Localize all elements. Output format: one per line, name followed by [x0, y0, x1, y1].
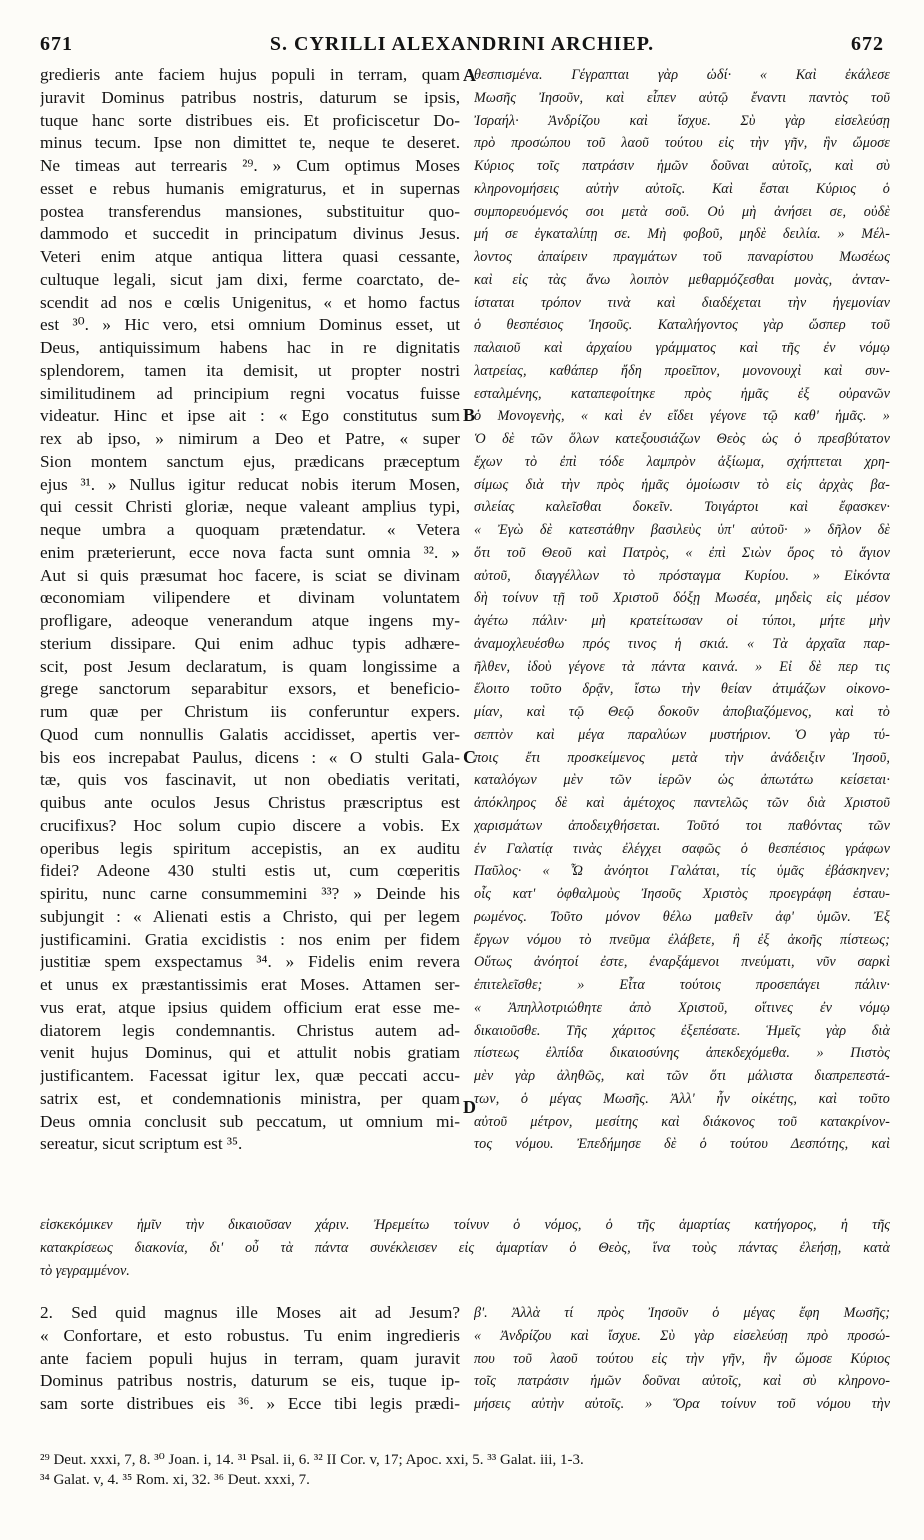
latin-line: Deus omnia conclusit sub peccatum, ut omnium mi-	[40, 1111, 460, 1131]
latin-line: profligare, adeoque venerandum atque ingens my-	[40, 611, 460, 630]
latin-line: justificamini. Gratia excidistis : nos enim per fidem	[40, 929, 460, 949]
latin-line: diatorem legis condemnantis. Christus autem ad-	[40, 1020, 460, 1040]
greek-line: « Ἀνδρίζου καὶ ἴσχυε. Σὺ γὰρ εἰσελεύσῃ πρὸ προσώ-	[474, 1327, 890, 1344]
footnote-line: ³⁴ Galat. v, 4. ³⁵ Rom. xi, 32. ³⁶ Deut. xxxi, 7.	[40, 1472, 310, 1488]
greek-line: που τοῦ λαοῦ τούτου εἰς τὴν γῆν, ἣν ὤμοσε Κύριος	[474, 1350, 890, 1367]
latin-line: videatur. Hinc et ipse ait : « Ego constitutus sum	[40, 406, 460, 426]
greek-line: οἷς κατ' ὀφθαλμοὺς Ἰησοῦς Χριστὸς προεγράφη ἐσταυ-	[474, 886, 890, 902]
greek-line: λοντος ἀπαίρειν πραγμάτων τοῦ παναρίστου Μωσέως	[474, 249, 890, 265]
full-width-greek	[40, 1214, 890, 1282]
latin-line: fidei? Adeone 430 stulti estis ut, cum cœperitis	[40, 861, 460, 881]
latin-line: qui cessit Christi gloriæ, neque valeant amplius typi,	[40, 497, 460, 517]
greek-line: αὐτοῦ, διαγγέλλων τὸ πρόσταγμα Κυρίου. » Εἰκόντα	[474, 567, 890, 584]
greek-line: « Ἐγὼ δὲ κατεστάθην βασιλεὺς ὑπ' αὐτοῦ· » δῆλον δὲ	[474, 522, 890, 538]
footnotes	[40, 1450, 890, 1490]
greek-line: ὁ θεσπέσιος Ἰησοῦς. Καταλήγοντος γὰρ ὥσπερ τοῦ	[474, 317, 890, 334]
latin-line: minus tecum. Ipse non dimittet te, neque te deseret.	[40, 133, 460, 153]
latin-line: subjungit : « Alienati estis a Christo, qui per legem	[40, 906, 460, 926]
greek-line: Ἰσραήλ· Ἀνδρίζου καὶ ἴσχυε. Σὺ γὰρ εἰσελεύσῃ	[474, 112, 890, 129]
greek-line: πρὸ προσώπου τοῦ λαοῦ τούτου εἰς τὴν γῆν, ἣν ὤμοσε	[474, 135, 890, 152]
greek-line: λατρείας, καθάπερ ἤδη προεῖπον, μονονουχὶ καὶ συν-	[474, 362, 890, 379]
latin-line: œconomiam vilipendere et divinam voluntatem	[40, 588, 460, 608]
greek-line: ποις ἔτι προσκείμενος μετὰ τὴν ἀνάδειξιν Ἰησοῦ,	[474, 749, 890, 766]
greek-line: αὐτοῦ μέτρον, μεσίτης καὶ διάκονος τοῦ κατακρίνον-	[474, 1113, 890, 1130]
greek-line: εἰσκεκόμικεν ἡμῖν τὴν δικαιοῦσαν χάριν. Ἠρεμείτω τοίνυν ὁ νόμος, ὁ τῆς ἁμαρτίας κατήγορος, ἡ τῆς	[40, 1217, 890, 1233]
greek-line: ὅτι τοῦ Θεοῦ καὶ Πατρὸς, « ἐπὶ Σιὼν ὄρος τὸ ἅγιον	[474, 544, 890, 561]
greek-line: « Ἀπηλλοτριώθητε ἀπὸ Χριστοῦ, οἵτινες ἐν νόμῳ	[474, 999, 890, 1016]
latin-line: juravit Dominus patribus nostris, daturum se ipsis,	[40, 87, 460, 107]
latin-line: spiritu, nunc carne consummemini ³³? » Deinde his	[40, 884, 460, 903]
greek-line: κατακρίσεως διακονία, δι' οὗ τὰ πάντα συνέκλεισεν εἰς ἁμαρτίαν ὁ Θεὸς, ἵνα τοὺς πάντας ἐλεήσῃ, κατὰ	[40, 1239, 890, 1256]
margin-letter-b: B	[463, 405, 476, 425]
greek-line: πίστεως ἐλπίδα δικαιοσύνης ἀπεκδεχόμεθα. » Πιστὸς	[474, 1045, 890, 1062]
greek-line: μίαν, καὶ τῷ Θεῷ δοκοῦν ἀποβιαζόμενος, καὶ τὸ	[474, 704, 890, 720]
latin-line: crucifixus? Hoc solum cupio discere a vobis. Ex	[40, 815, 460, 835]
latin-line: et unus ex præstantissimis erat Moses. Attamen ser-	[40, 975, 460, 994]
latin-line: postea transferendus mansiones, substituitur quo-	[40, 201, 460, 221]
greek-line: Ὁ δὲ τῶν ὅλων κατεξουσιάζων Θεὸς ὡς ὁ πρεσβύτατον	[474, 431, 890, 447]
latin-line: Quod cum nonnullis Galatis accidisset, apertis ver-	[40, 724, 460, 744]
latin-line: ejus ³¹. » Nullus igitur reducat nobis iterum Mosen,	[40, 474, 460, 494]
greek-line: εσταλμένης, καταπεφοίτηκε πρὸς ἡμᾶς ἐξ οὐρανῶν	[474, 385, 890, 402]
latin-line: bis eos increpabat Paulus, dicens : « O stulti Gala-	[40, 747, 460, 767]
greek-line: κληρονομήσεις αὐτὴν αὐτοῖς. Καὶ ἔσται Κύριος ὁ	[474, 180, 890, 197]
greek-line: ἔργων νόμου τὸ πνεῦμα ἐλάβετε, ἢ ἐξ ἀκοῆς πίστεως;	[474, 931, 890, 948]
latin-line: similitudinem ad principium regni vocatus fuisse	[40, 383, 460, 403]
greek-line: συμπορευόμενός σοι μετὰ σοῦ. Οὐ μὴ ἀνήσει σε, οὐδὲ	[474, 203, 890, 220]
greek-column-section-2	[474, 1302, 890, 1416]
greek-line: ἐν Γαλατίᾳ τινὰς ἐλέγχει σαφῶς ὁ θεσπέσιος γράφων	[474, 840, 890, 857]
greek-line: σίμως διὰ τὴν πρὸς ἡμᾶς ὁμοίωσιν τὸ εἰς ἀρχὰς βα-	[474, 476, 890, 493]
greek-line: τος νόμου. Ἐπεδήμησε δὲ ὁ τούτου Δεσπότης, καὶ	[474, 1136, 890, 1153]
greek-line: σεπτὸν καὶ μέγα παραλύων μυστήριον. Ὁ γὰρ τύ-	[474, 726, 890, 743]
latin-line: dammodo et succedit in principatum divinus Jesus.	[40, 224, 460, 244]
latin-line: Dominus patribus nostris, daturum se eis, tuque ip-	[40, 1371, 460, 1391]
greek-line: καὶ εἰς τὰς ἄνω λοιπὸν μεθαρμόζεσθαι μονὰς, ἀνταν-	[474, 271, 890, 288]
latin-line: est ³⁰. » Hic vero, etsi omnium Dominus esset, ut	[40, 315, 460, 335]
latin-line: grege sanctorum separabitur exsors, et beneficio-	[40, 679, 460, 699]
margin-letter-d: D	[463, 1097, 476, 1117]
greek-line: σιλείας καλεῖσθαι δοκεῖν. Τοιγάρτοι καὶ ἔφασκεν·	[474, 499, 890, 516]
greek-line: Οὕτως ἀνόητοί ἐστε, ἐναρξάμενοι πνεύματι, νῦν σαρκὶ	[474, 954, 890, 971]
latin-line: esset e rebus humanis emigraturus, et in supernas	[40, 178, 460, 198]
greek-column	[474, 64, 890, 1156]
greek-line: μὲν γὰρ ἀληθῶς, καὶ τῶν ὅτι μάλιστα διαπρεπεστά-	[474, 1068, 890, 1084]
margin-letter-c: C	[463, 747, 476, 767]
latin-line: justificantem. Facessat igitur lex, quæ peccati accu-	[40, 1066, 460, 1085]
latin-line: Sion montem sanctum ejus, prædicans præceptum	[40, 451, 460, 471]
latin-line: tuque hanc sorte distribues eis. Et proficiscetur Do-	[40, 110, 460, 130]
latin-line: vus erat, atque ipsius quidem officium erat esse me-	[40, 997, 460, 1017]
greek-line: ἀναμοχλευέσθω πρός τινος ἡ σκιά. « Τὰ ἀρχαῖα παρ-	[474, 635, 890, 652]
greek-line: τοῖς πατράσιν ἡμῶν δοῦναι αὐτοῖς, καὶ σὺ κληρονο-	[474, 1373, 890, 1390]
latin-line: operibus legis spiritum accepistis, an ex auditu	[40, 838, 460, 858]
page-number-left: 671	[40, 33, 73, 55]
greek-line: ῆλθεν, ἰδοὺ γέγονε τὰ πάντα καινά. » Εἰ δὲ περ τις	[474, 658, 890, 675]
latin-line: justitiæ spem exspectamus ³⁴. » Fidelis enim revera	[40, 952, 460, 972]
latin-line: « Confortare, et esto robustus. Tu enim ingredieris	[40, 1325, 460, 1345]
latin-line: gredieris ante faciem hujus populi in terram, quam	[40, 65, 460, 84]
greek-line: δικαιοῦσθε. Τῆς χάριτος ἐξεπέσατε. Ἡμεῖς γὰρ διὰ	[474, 1022, 890, 1039]
latin-line: Deus, antiquissimum habens hac in re dignitatis	[40, 338, 460, 357]
greek-line: παλαιοῦ καὶ ἀρχαίου γράμματος καὶ τῆς ἐν νόμῳ	[474, 340, 890, 356]
greek-line: μή σε ἐγκαταλίπῃ σε. Μὴ φοβοῦ, μηδὲ δειλία. » Μέλ-	[474, 226, 890, 243]
latin-line: Aut si quis præsumat hoc facere, is sciat se divinam	[40, 565, 460, 585]
latin-line: satrix est, et condemnationis ministra, per quam	[40, 1088, 460, 1108]
latin-line: splendorem, tamen ita demisit, ut propter nostri	[40, 360, 460, 380]
latin-line: scendit ad nos e cœlis Unigenitus, « et homo factus	[40, 292, 460, 312]
latin-column-section-2	[40, 1302, 460, 1416]
greek-line: β'. Ἀλλὰ τί πρὸς Ἰησοῦν ὁ μέγας ἔφη Μωσῆς;	[474, 1305, 890, 1321]
greek-line: ίσταται τρόπον τινὰ καὶ διαδέχεται τὴν ἡγεμονίαν	[474, 294, 890, 311]
latin-line: enim præterierunt, ecce nova facta sunt omnia ³². »	[40, 542, 460, 562]
greek-line: ἐπιτελεῖσθε; » Εἶτα τούτοις προσεπάγει πάλιν·	[474, 977, 890, 993]
latin-column	[40, 64, 460, 1156]
greek-line: ἀπόκληρος δὲ καὶ ἀμέτοχος παντελῶς τῶν διὰ Χριστοῦ	[474, 795, 890, 811]
running-header	[40, 33, 884, 59]
greek-line: Παῦλος· « Ὦ ἀνόητοι Γαλάται, τίς ὑμᾶς ἐβάσκηνεν;	[474, 863, 890, 880]
margin-letter-a: A	[463, 65, 476, 85]
latin-line: sereatur, sicut scriptum est ³⁵.	[40, 1134, 243, 1154]
greek-line: ἔχων τὸ ἐπὶ τόδε λαμπρὸν ἀξίωμα, σχήπτεται χρη-	[474, 453, 890, 470]
latin-line: quibus ante oculos Jesus Christus præscriptus est	[40, 793, 460, 812]
latin-line: tæ, quis vos fascinavit, ut non obediatis veritati,	[40, 770, 460, 790]
greek-line: θεσπισμένα. Γέγραπται γὰρ ὡδί· « Καὶ ἐκάλεσε	[474, 67, 890, 83]
latin-line: neque umbra a quoquam prætendatur. « Vetera	[40, 520, 460, 539]
latin-line: ante faciem populi hujus in terram, quam juravit	[40, 1348, 460, 1368]
greek-line: Κύριος τοῖς πατράσιν ἡμῶν δοῦναι αὐτοῖς, καὶ σὺ	[474, 158, 890, 174]
greek-line: Μωσῆς Ἰησοῦν, καὶ εἶπεν αὐτῷ ἔναντι παντὸς τοῦ	[474, 89, 890, 106]
footnote-line: ²⁹ Deut. xxxi, 7, 8. ³⁰ Joan. i, 14. ³¹ Psal. ii, 6. ³² II Cor. v, 17; Apoc. xxi, 5. ³³ Galat. iii, 1-3.	[40, 1452, 584, 1468]
running-title: S. CYRILLI ALEXANDRINI ARCHIEP.	[269, 33, 655, 55]
greek-line: των, ὁ μέγας Μωσῆς. Ἀλλ' ἦν οἰκέτης, καὶ τοῦτο	[474, 1090, 890, 1107]
greek-line: μήσεις αὐτὴν αὐτοῖς. » Ὅρα τοίνυν τοῦ νόμου τὴν	[474, 1396, 890, 1412]
greek-line: τὸ γεγραμμένον.	[40, 1262, 130, 1279]
greek-line: δὴ τοίνυν τῇ τοῦ Χριστοῦ δόξῃ Μωσέα, μηδεὶς εἰς μέσον	[474, 590, 890, 607]
latin-line: venit hujus Dominus, qui et attulit nobis gratiam	[40, 1043, 460, 1063]
latin-line: rex ab ipso, » nimirum a Deo et Patre, « super	[40, 429, 460, 448]
greek-line: ἀγέτω πάλιν· μὴ κρατείτωσαν οἱ τύποι, μήτε μὴν	[474, 613, 890, 629]
latin-line: rum quæ per Christum iis conferuntur expers.	[40, 702, 460, 721]
greek-line: καταλόγων μὲν τῶν ἱερῶν ὡς ἀπωτάτω κείσεται·	[474, 772, 890, 789]
latin-line: cultuque legali, sicut jam dixi, ferme coarctato, de-	[40, 269, 460, 289]
latin-line: sam sorte distribues eis ³⁶. » Ecce tibi legis prædi-	[40, 1394, 460, 1413]
latin-line: 2. Sed quid magnus ille Moses ait ad Jesum?	[40, 1303, 460, 1322]
latin-line: sterium dissipare. Qui enim adhuc typis adhære-	[40, 633, 460, 653]
latin-line: Ne timeas aut terrearis ²⁹. » Cum optimus Moses	[40, 156, 460, 175]
greek-line: ρωμένος. Τοῦτο μόνον θέλω μαθεῖν ἀφ' ὑμῶν. Ἐξ	[474, 908, 890, 925]
page-number-right: 672	[851, 33, 884, 55]
greek-line: χαρισμάτων ἀποδειχθήσεται. Τοῦτό τοι παθόντας τῶν	[474, 817, 890, 834]
latin-line: Veteri enim atque antiqua littera quasi cessante,	[40, 247, 460, 266]
latin-line: scit, post Jesum declaratum, is quam longissime a	[40, 656, 460, 676]
greek-line: ἕλοιτο τοῦτο δρᾷν, ἴστω τὴν θείαν ἀτιμάζων οἰκονο-	[474, 681, 890, 698]
greek-line: ὁ Μονογενὴς, « καὶ ἐν εἴδει γέγονε τῷ καθ' ἡμᾶς. »	[474, 408, 890, 425]
